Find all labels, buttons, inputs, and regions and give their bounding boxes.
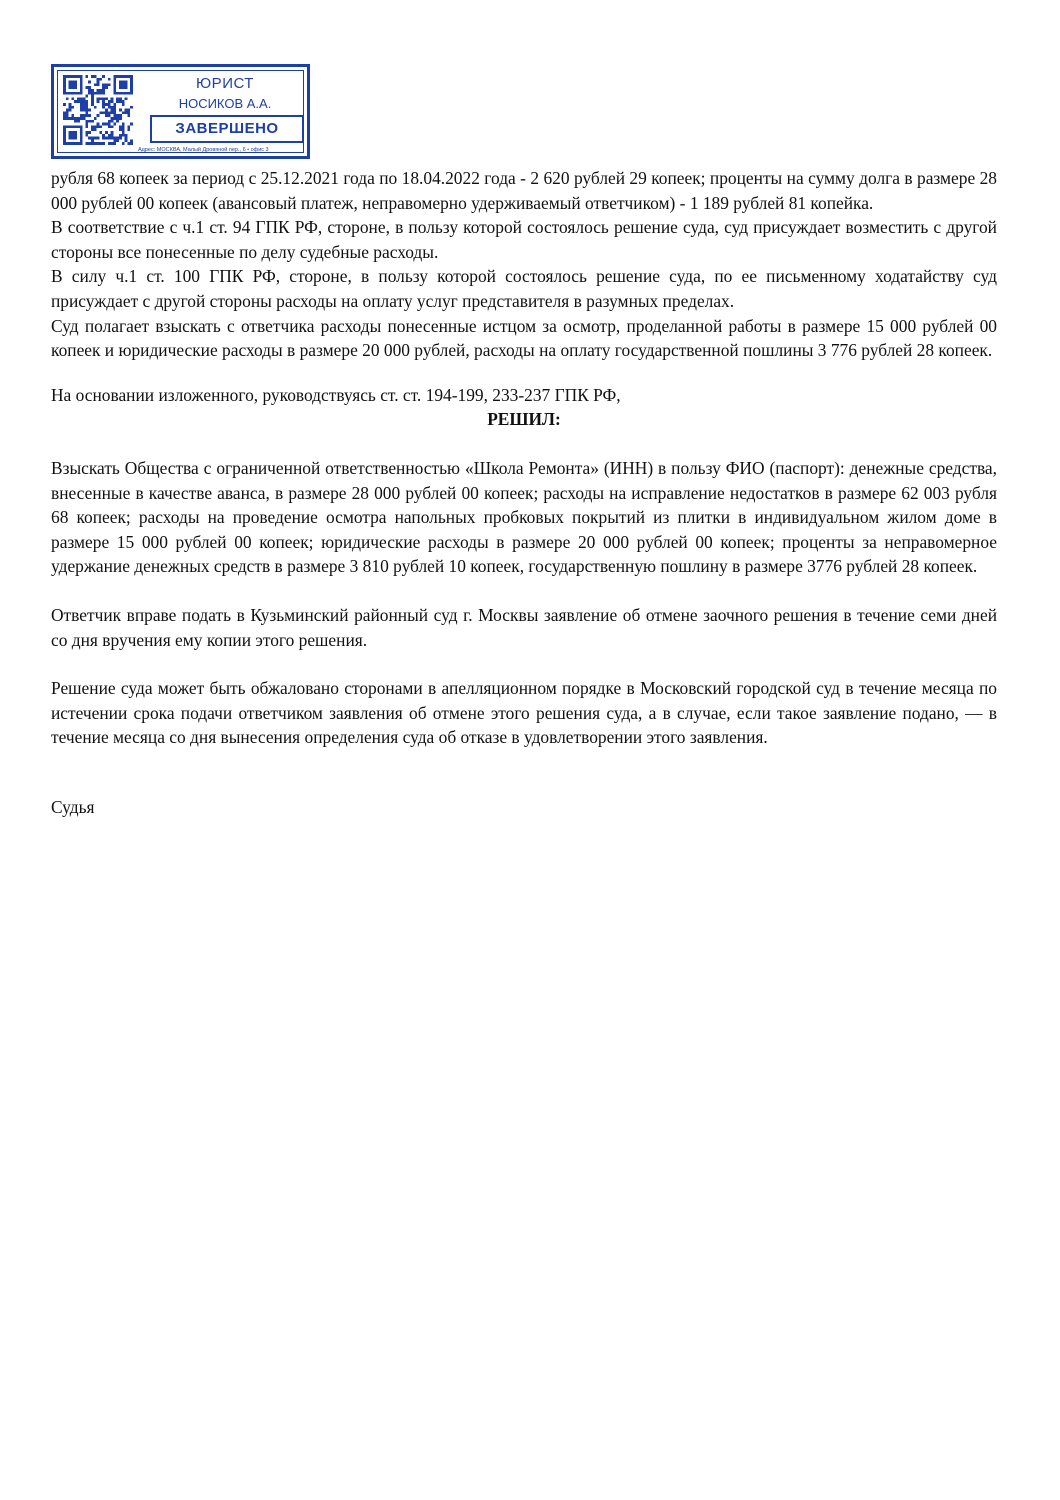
stamp-status-badge: ЗАВЕРШЕНО (150, 115, 304, 143)
paragraph-appeal: Решение суда может быть обжаловано сторонами в апелляционном порядке в Московский городской суд в течение месяца по истечении срока подачи ответчиком заявления об отмене этого решения суда, а в случае, если такое заявление подано, — в течение месяца со дня вынесения определения суда об отказе в удовлетворении этого заявления. (51, 678, 997, 748)
decision-heading: РЕШИЛ: (487, 409, 561, 430)
paragraph-cancellation-right: Ответчик вправе подать в Кузьминский районный суд г. Москвы заявление об отмене заочного решения в течение семи дней со дня вручения ему копии этого решения. (51, 604, 997, 650)
paragraph-recover: Взыскать Общества с ограниченной ответственностью «Школа Ремонта» (ИНН) в пользу ФИО (паспорт): денежные средства, внесенные в качестве аванса, в размере 28 000 рублей 00 копеек; расходы на исправление недостатков в размере 62 003 рубля 68 копеек; расходы на проведение осмотра напольных пробковых покрытий из плитки в индивидуальном жилом доме в размере 15 000 рублей 00 копеек; юридические расходы в размере 20 000 рублей 00 копеек; проценты за неправомерное удержание денежных средств в размере 3 810 рублей 10 копеек, государственную пошлину в размере 3776 рублей 28 копеек. (51, 457, 997, 577)
stamp-address: Адрес: МОСКВА, Малый Дровяной пер., 6 • офис 3 (138, 147, 269, 153)
paragraph-basis: На основании изложенного, руководствуясь ст. ст. 194-199, 233-237 ГПК РФ, (51, 384, 621, 405)
qr-code-icon (63, 75, 133, 145)
paragraph-interest-calculation: рубля 68 копеек за период с 25.12.2021 года по 18.04.2022 года - 2 620 рублей 29 копеек; проценты на сумму долга в размере 28 000 рублей 00 копеек (авансовый платеж, неправомерно удерживаемый ответчиком) - 1 189 рублей 81 копейка. (51, 168, 997, 213)
stamp-name: НОСИКОВ А.А. (178, 96, 272, 111)
paragraph-article-100: В силу ч.1 ст. 100 ГПК РФ, стороне, в пользу которой состоялось решение суда, по ее письменному ходатайству суд присуждает с другой стороны расходы на оплату услуг представителя в разумных пределах. (51, 266, 997, 311)
stamp-title: ЮРИСТ (196, 75, 254, 92)
paragraph-expenses: Суд полагает взыскать с ответчика расходы понесенные истцом за осмотр, проделанной работы в размере 15 000 рублей 00 копеек и юридические расходы в размере 20 000 рублей, расходы на оплату государственной пошлины 3 776 рублей 28 копеек. (51, 315, 997, 361)
document-body (51, 166, 997, 819)
lawyer-stamp (51, 64, 310, 159)
signature-judge: Судья (51, 796, 95, 817)
paragraph-article-94: В соответствие с ч.1 ст. 94 ГПК РФ, стороне, в пользу которой состоялось решение суда, суд присуждает возместить с другой стороны все понесенные по делу судебные расходы. (51, 217, 997, 262)
